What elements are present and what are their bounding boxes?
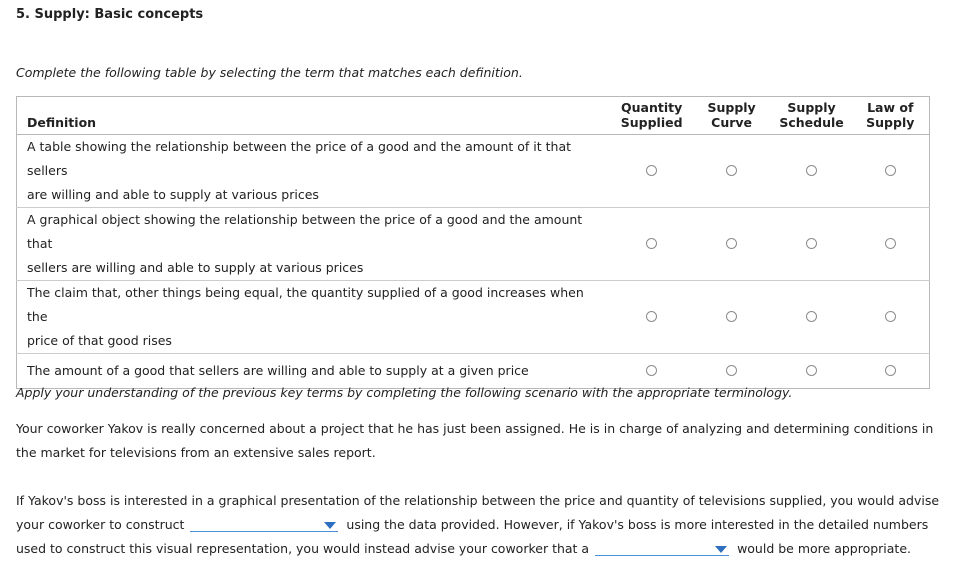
column-header-supply-schedule — [772, 97, 852, 135]
definition-cell — [17, 281, 612, 354]
radio-row3-law-of-supply[interactable] — [885, 311, 896, 322]
column-header-line: Supply — [787, 100, 836, 115]
definition-line: are willing and able to supply at various prices — [27, 187, 319, 202]
table-row — [17, 135, 930, 208]
table-header-row — [17, 97, 930, 135]
definition-line: A table showing the relationship between the price of a good and the amount of it that sellers — [27, 139, 572, 178]
column-header-law-of-supply — [852, 97, 930, 135]
radio-row3-quantity-supplied[interactable] — [646, 311, 657, 322]
radio-row2-supply-schedule[interactable] — [806, 238, 817, 249]
definition-line: sellers are willing and able to supply at various prices — [27, 260, 364, 275]
definition-column-header: Definition — [27, 115, 97, 130]
scenario-paragraph: Your coworker Yakov is really concerned about a project that he has just been assigned. He is in charge of analyzing and determining conditions in the market for televisions from an extensive sales report. — [16, 421, 934, 460]
column-header-line: Supplied — [620, 115, 683, 130]
dropdown-appropriate-term[interactable] — [595, 539, 729, 556]
radio-row3-supply-curve[interactable] — [726, 311, 737, 322]
definition-line: price of that good rises — [27, 333, 172, 348]
column-header-line: Schedule — [779, 115, 844, 130]
radio-row2-law-of-supply[interactable] — [885, 238, 896, 249]
radio-row1-supply-curve[interactable] — [726, 165, 737, 176]
question-text: would be more appropriate. — [737, 541, 912, 556]
radio-row1-law-of-supply[interactable] — [885, 165, 896, 176]
dropdown-arrow-icon — [324, 522, 336, 529]
column-header-line: Supply — [707, 100, 756, 115]
definition-cell — [17, 135, 612, 208]
radio-row4-supply-schedule[interactable] — [806, 365, 817, 376]
radio-row4-quantity-supplied[interactable] — [646, 365, 657, 376]
definition-cell — [17, 208, 612, 281]
column-header-line: Law of — [867, 100, 914, 115]
table-row — [17, 208, 930, 281]
table-row — [17, 354, 930, 389]
question-text: If Yakov's boss is interested in a graphical presentation of the relationship between the price and quantity of televisions supplied, you would advise your coworker to construct — [16, 493, 940, 532]
radio-row4-supply-curve[interactable] — [726, 365, 737, 376]
definitions-table — [16, 96, 930, 389]
column-header-quantity-supplied — [612, 97, 692, 135]
scenario-instruction: Apply your understanding of the previous key terms by completing the following scenario with the appropriate terminology. — [16, 385, 793, 400]
definition-line: A graphical object showing the relationship between the price of a good and the amount that — [27, 212, 583, 251]
column-header-line: Quantity — [621, 100, 683, 115]
page-title: 5. Supply: Basic concepts — [16, 7, 204, 22]
radio-row4-law-of-supply[interactable] — [885, 365, 896, 376]
radio-row3-supply-schedule[interactable] — [806, 311, 817, 322]
scenario-question-paragraph — [16, 489, 946, 561]
radio-row2-quantity-supplied[interactable] — [646, 238, 657, 249]
definition-line: The amount of a good that sellers are willing and able to supply at a given price — [27, 363, 529, 378]
table-row — [17, 281, 930, 354]
column-header-supply-curve — [692, 97, 772, 135]
definition-cell — [17, 354, 612, 389]
column-header-line: Supply — [866, 115, 915, 130]
dropdown-arrow-icon — [715, 546, 727, 553]
definition-line: The claim that, other things being equal, the quantity supplied of a good increases when the — [27, 285, 584, 324]
radio-row2-supply-curve[interactable] — [726, 238, 737, 249]
table-instruction: Complete the following table by selecting the term that matches each definition. — [16, 65, 523, 80]
dropdown-construct-term[interactable] — [190, 515, 338, 532]
column-header-line: Curve — [711, 115, 753, 130]
radio-row1-quantity-supplied[interactable] — [646, 165, 657, 176]
radio-row1-supply-schedule[interactable] — [806, 165, 817, 176]
question-text: using the data provided. However, if Yakov's boss is more interested in the detailed numbers used to construct this visual representation, you would instead advise your coworker that a — [16, 517, 929, 556]
